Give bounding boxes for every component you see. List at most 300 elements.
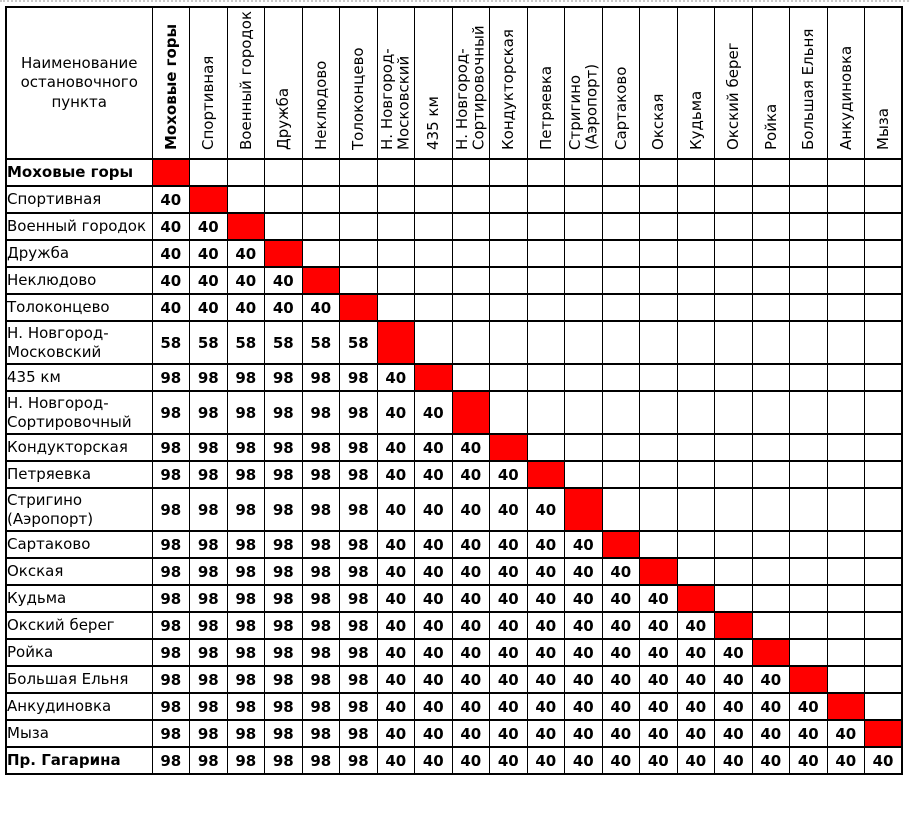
empty-cell	[640, 434, 678, 461]
empty-cell	[715, 321, 753, 364]
fare-cell: 98	[265, 747, 303, 774]
fare-cell: 40	[677, 612, 715, 639]
empty-cell	[640, 267, 678, 294]
empty-cell	[677, 267, 715, 294]
empty-cell	[340, 186, 378, 213]
station-row	[6, 213, 902, 240]
fare-cell: 98	[190, 461, 228, 488]
station-column-header	[227, 7, 265, 159]
station-column-header	[865, 7, 903, 159]
fare-cell: 98	[190, 693, 228, 720]
fare-cell: 40	[490, 461, 528, 488]
empty-cell	[377, 294, 415, 321]
station-row	[6, 321, 902, 364]
station-column-header	[565, 7, 603, 159]
station-column-header-text: Окский берег	[724, 42, 742, 150]
fare-cell: 98	[152, 531, 190, 558]
empty-cell	[752, 267, 790, 294]
diagonal-cell	[265, 240, 303, 267]
fare-cell: 40	[452, 488, 490, 531]
empty-cell	[490, 364, 528, 391]
empty-cell	[265, 186, 303, 213]
empty-cell	[452, 159, 490, 186]
station-column-header	[527, 7, 565, 159]
empty-cell	[865, 612, 903, 639]
empty-cell	[602, 213, 640, 240]
fare-cell: 40	[602, 558, 640, 585]
empty-cell	[640, 186, 678, 213]
empty-cell	[827, 531, 865, 558]
fare-cell: 98	[227, 612, 265, 639]
fare-cell: 98	[302, 693, 340, 720]
fare-cell: 98	[190, 531, 228, 558]
fare-cell: 40	[490, 585, 528, 612]
empty-cell	[827, 488, 865, 531]
fare-cell: 40	[715, 747, 753, 774]
fare-cell: 40	[452, 747, 490, 774]
diagonal-cell	[452, 391, 490, 434]
fare-cell: 98	[190, 747, 228, 774]
fare-cell: 40	[602, 639, 640, 666]
fare-cell: 40	[377, 666, 415, 693]
station-row-label: Военный городок	[6, 213, 152, 240]
fare-cell: 40	[827, 747, 865, 774]
empty-cell	[827, 666, 865, 693]
fare-cell: 98	[302, 461, 340, 488]
station-row	[6, 186, 902, 213]
station-row	[6, 612, 902, 639]
empty-cell	[377, 240, 415, 267]
empty-cell	[640, 213, 678, 240]
diagonal-cell	[677, 585, 715, 612]
fare-cell: 98	[190, 666, 228, 693]
fare-cell: 58	[265, 321, 303, 364]
fare-cell: 40	[377, 461, 415, 488]
fare-cell: 98	[227, 666, 265, 693]
station-row-label: Большая Ельня	[6, 666, 152, 693]
fare-cell: 98	[152, 666, 190, 693]
fare-cell: 98	[340, 720, 378, 747]
station-column-header	[715, 7, 753, 159]
fare-cell: 40	[152, 213, 190, 240]
fare-cell: 40	[790, 693, 828, 720]
fare-cell: 98	[302, 558, 340, 585]
fare-cell: 40	[452, 693, 490, 720]
fare-cell: 40	[490, 612, 528, 639]
empty-cell	[677, 558, 715, 585]
fare-cell: 40	[190, 213, 228, 240]
station-column-header-text: Военный городок	[236, 10, 255, 150]
fare-cell: 40	[565, 558, 603, 585]
empty-cell	[602, 267, 640, 294]
empty-cell	[640, 364, 678, 391]
fare-cell: 40	[715, 720, 753, 747]
fare-cell: 40	[602, 585, 640, 612]
fare-cell: 40	[752, 720, 790, 747]
fare-cell: 40	[227, 240, 265, 267]
fare-cell: 40	[602, 693, 640, 720]
empty-cell	[752, 461, 790, 488]
empty-cell	[527, 186, 565, 213]
empty-cell	[565, 159, 603, 186]
fare-cell: 40	[152, 186, 190, 213]
empty-cell	[715, 213, 753, 240]
diagonal-cell	[602, 531, 640, 558]
fare-cell: 98	[190, 364, 228, 391]
empty-cell	[565, 213, 603, 240]
table-header	[6, 7, 902, 159]
empty-cell	[790, 240, 828, 267]
station-row-label: Кондукторская	[6, 434, 152, 461]
fare-cell: 98	[190, 391, 228, 434]
fare-cell: 98	[302, 666, 340, 693]
empty-cell	[865, 186, 903, 213]
empty-cell	[490, 159, 528, 186]
fare-cell: 40	[565, 666, 603, 693]
fare-cell: 40	[415, 391, 453, 434]
diagonal-cell	[415, 364, 453, 391]
empty-cell	[827, 294, 865, 321]
empty-cell	[827, 585, 865, 612]
empty-cell	[865, 488, 903, 531]
empty-cell	[865, 321, 903, 364]
fare-cell: 40	[190, 294, 228, 321]
fare-cell: 40	[490, 666, 528, 693]
fare-cell: 58	[227, 321, 265, 364]
fare-cell: 40	[752, 693, 790, 720]
fare-cell: 40	[152, 294, 190, 321]
station-column-header-text: Н. Новгород-Сортировочный	[453, 25, 488, 150]
fare-cell: 40	[377, 558, 415, 585]
fare-cell: 40	[377, 639, 415, 666]
station-column-header-text: Спортивная	[199, 55, 217, 150]
empty-cell	[677, 391, 715, 434]
station-column-header-text: Анкудиновка	[836, 45, 855, 150]
empty-cell	[302, 159, 340, 186]
empty-cell	[640, 488, 678, 531]
empty-cell	[415, 294, 453, 321]
fare-cell: 98	[340, 434, 378, 461]
fare-cell: 40	[565, 612, 603, 639]
station-row-label: Окский берег	[6, 612, 152, 639]
empty-cell	[452, 321, 490, 364]
empty-cell	[640, 159, 678, 186]
empty-cell	[827, 240, 865, 267]
empty-cell	[452, 240, 490, 267]
empty-cell	[602, 159, 640, 186]
fare-cell: 98	[302, 747, 340, 774]
empty-cell	[790, 186, 828, 213]
station-column-header-text: Н. Новгород-Московский	[378, 48, 413, 150]
empty-cell	[865, 558, 903, 585]
empty-cell	[752, 531, 790, 558]
fare-cell: 40	[565, 585, 603, 612]
empty-cell	[415, 267, 453, 294]
empty-cell	[640, 391, 678, 434]
empty-cell	[565, 240, 603, 267]
empty-cell	[415, 213, 453, 240]
empty-cell	[790, 585, 828, 612]
fare-cell: 98	[227, 720, 265, 747]
station-row-label: Неклюдово	[6, 267, 152, 294]
station-column-header	[490, 7, 528, 159]
fare-cell: 98	[190, 639, 228, 666]
station-row-label: Сартаково	[6, 531, 152, 558]
station-row	[6, 240, 902, 267]
empty-cell	[790, 461, 828, 488]
empty-cell	[377, 186, 415, 213]
fare-cell: 40	[377, 585, 415, 612]
station-column-header-text: Толоконцево	[349, 47, 367, 150]
fare-cell: 40	[602, 720, 640, 747]
empty-cell	[565, 294, 603, 321]
empty-cell	[565, 321, 603, 364]
empty-cell	[565, 364, 603, 391]
fare-cell: 98	[152, 747, 190, 774]
empty-cell	[490, 391, 528, 434]
diagonal-cell	[565, 488, 603, 531]
empty-cell	[752, 294, 790, 321]
empty-cell	[565, 434, 603, 461]
empty-cell	[715, 461, 753, 488]
fare-cell: 40	[377, 531, 415, 558]
fare-cell: 40	[752, 666, 790, 693]
empty-cell	[452, 364, 490, 391]
empty-cell	[452, 267, 490, 294]
empty-cell	[302, 186, 340, 213]
fare-cell: 40	[190, 267, 228, 294]
fare-cell: 98	[265, 693, 303, 720]
fare-cell: 98	[265, 391, 303, 434]
fare-cell: 98	[340, 461, 378, 488]
empty-cell	[752, 558, 790, 585]
empty-cell	[602, 461, 640, 488]
empty-cell	[565, 267, 603, 294]
station-row	[6, 391, 902, 434]
diagonal-cell	[640, 558, 678, 585]
diagonal-cell	[865, 720, 903, 747]
fare-cell: 98	[340, 666, 378, 693]
station-column-header-text: Мыза	[873, 108, 892, 150]
empty-cell	[790, 391, 828, 434]
empty-cell	[490, 321, 528, 364]
station-column-header	[452, 7, 490, 159]
station-column-header	[790, 7, 828, 159]
station-column-header-text: Петряевка	[536, 65, 555, 150]
empty-cell	[677, 434, 715, 461]
empty-cell	[490, 213, 528, 240]
fare-cell: 98	[227, 461, 265, 488]
fare-cell: 40	[490, 747, 528, 774]
fare-cell: 40	[677, 666, 715, 693]
empty-cell	[340, 267, 378, 294]
diagonal-cell	[827, 693, 865, 720]
empty-cell	[790, 558, 828, 585]
fare-cell: 40	[377, 434, 415, 461]
fare-cell: 98	[190, 488, 228, 531]
fare-cell: 98	[152, 364, 190, 391]
station-column-header	[190, 7, 228, 159]
station-column-header	[640, 7, 678, 159]
fare-cell: 40	[227, 294, 265, 321]
station-row-label: Спортивная	[6, 186, 152, 213]
station-column-header-text: Дружба	[274, 87, 292, 150]
fare-cell: 40	[490, 488, 528, 531]
fare-cell: 98	[340, 364, 378, 391]
fare-cell: 40	[715, 693, 753, 720]
empty-cell	[790, 434, 828, 461]
diagonal-cell	[490, 434, 528, 461]
fare-cell: 40	[527, 612, 565, 639]
fare-cell: 40	[790, 747, 828, 774]
diagonal-cell	[302, 267, 340, 294]
fare-cell: 58	[190, 321, 228, 364]
fare-cell: 40	[377, 612, 415, 639]
fare-cell: 40	[677, 639, 715, 666]
fare-cell: 98	[227, 747, 265, 774]
fare-cell: 40	[490, 531, 528, 558]
fare-cell: 40	[602, 747, 640, 774]
fare-cell: 40	[677, 747, 715, 774]
fare-cell: 58	[340, 321, 378, 364]
empty-cell	[640, 321, 678, 364]
station-row-label: Петряевка	[6, 461, 152, 488]
empty-cell	[790, 488, 828, 531]
empty-cell	[340, 213, 378, 240]
empty-cell	[265, 159, 303, 186]
empty-cell	[827, 639, 865, 666]
station-column-header-text: Моховые горы	[161, 23, 180, 150]
empty-cell	[827, 434, 865, 461]
fare-cell: 40	[152, 240, 190, 267]
fare-cell: 98	[190, 434, 228, 461]
fare-cell: 40	[565, 747, 603, 774]
station-column-header	[152, 7, 190, 159]
station-column-header	[265, 7, 303, 159]
fare-cell: 98	[190, 558, 228, 585]
empty-cell	[377, 159, 415, 186]
fare-cell: 98	[152, 693, 190, 720]
diagonal-cell	[377, 321, 415, 364]
fare-cell: 40	[452, 558, 490, 585]
empty-cell	[677, 294, 715, 321]
fare-cell: 98	[302, 488, 340, 531]
empty-cell	[865, 693, 903, 720]
station-row	[6, 639, 902, 666]
fare-cell: 98	[152, 585, 190, 612]
empty-cell	[865, 639, 903, 666]
fare-cell: 98	[340, 639, 378, 666]
fare-cell: 40	[227, 267, 265, 294]
empty-cell	[790, 213, 828, 240]
fare-cell: 98	[152, 461, 190, 488]
fare-cell: 58	[302, 321, 340, 364]
diagonal-cell	[752, 639, 790, 666]
empty-cell	[752, 213, 790, 240]
empty-cell	[565, 186, 603, 213]
fare-cell: 98	[265, 612, 303, 639]
fare-cell: 40	[452, 639, 490, 666]
fare-cell: 40	[302, 294, 340, 321]
empty-cell	[452, 186, 490, 213]
station-column-header-text: Окская	[649, 93, 667, 150]
station-row-label: Пр. Гагарина	[6, 747, 152, 774]
empty-cell	[790, 531, 828, 558]
station-column-header-text: Кондукторская	[499, 29, 517, 150]
empty-cell	[827, 461, 865, 488]
empty-cell	[190, 159, 228, 186]
station-column-header-text: Большая Ельня	[799, 28, 817, 150]
empty-cell	[602, 321, 640, 364]
empty-cell	[715, 585, 753, 612]
empty-cell	[865, 391, 903, 434]
station-row-label: Мыза	[6, 720, 152, 747]
fare-cell: 98	[302, 434, 340, 461]
empty-cell	[677, 159, 715, 186]
empty-cell	[265, 213, 303, 240]
empty-cell	[527, 159, 565, 186]
empty-cell	[715, 531, 753, 558]
empty-cell	[865, 159, 903, 186]
empty-cell	[827, 267, 865, 294]
fare-cell: 40	[415, 612, 453, 639]
fare-cell: 98	[265, 461, 303, 488]
fare-cell: 40	[377, 391, 415, 434]
fare-cell: 98	[340, 693, 378, 720]
station-row	[6, 434, 902, 461]
empty-cell	[227, 159, 265, 186]
empty-cell	[790, 612, 828, 639]
empty-cell	[827, 612, 865, 639]
fare-cell: 40	[452, 434, 490, 461]
empty-cell	[715, 240, 753, 267]
fare-cell: 98	[190, 720, 228, 747]
empty-cell	[715, 267, 753, 294]
diagonal-cell	[152, 159, 190, 186]
fare-cell: 40	[565, 693, 603, 720]
fare-cell: 40	[490, 693, 528, 720]
fare-cell: 40	[452, 531, 490, 558]
fare-cell: 40	[527, 558, 565, 585]
fare-matrix-table	[5, 6, 903, 775]
fare-cell: 40	[640, 693, 678, 720]
fare-cell: 40	[452, 666, 490, 693]
empty-cell	[790, 159, 828, 186]
station-row-label: 435 км	[6, 364, 152, 391]
empty-cell	[565, 461, 603, 488]
fare-cell: 40	[190, 240, 228, 267]
fare-cell: 40	[677, 693, 715, 720]
empty-cell	[490, 267, 528, 294]
station-row-label: Н. Новгород-Сортировочный	[6, 391, 152, 434]
fare-cell: 40	[415, 558, 453, 585]
fare-cell: 58	[152, 321, 190, 364]
fare-cell: 98	[227, 558, 265, 585]
empty-cell	[752, 585, 790, 612]
fare-cell: 40	[865, 747, 903, 774]
fare-cell: 40	[527, 488, 565, 531]
station-column-header	[415, 7, 453, 159]
fare-cell: 40	[565, 720, 603, 747]
fare-cell: 98	[227, 531, 265, 558]
empty-cell	[752, 434, 790, 461]
fare-cell: 40	[415, 747, 453, 774]
fare-cell: 98	[265, 585, 303, 612]
fare-cell: 40	[715, 639, 753, 666]
empty-cell	[827, 159, 865, 186]
empty-cell	[640, 294, 678, 321]
empty-cell	[715, 488, 753, 531]
